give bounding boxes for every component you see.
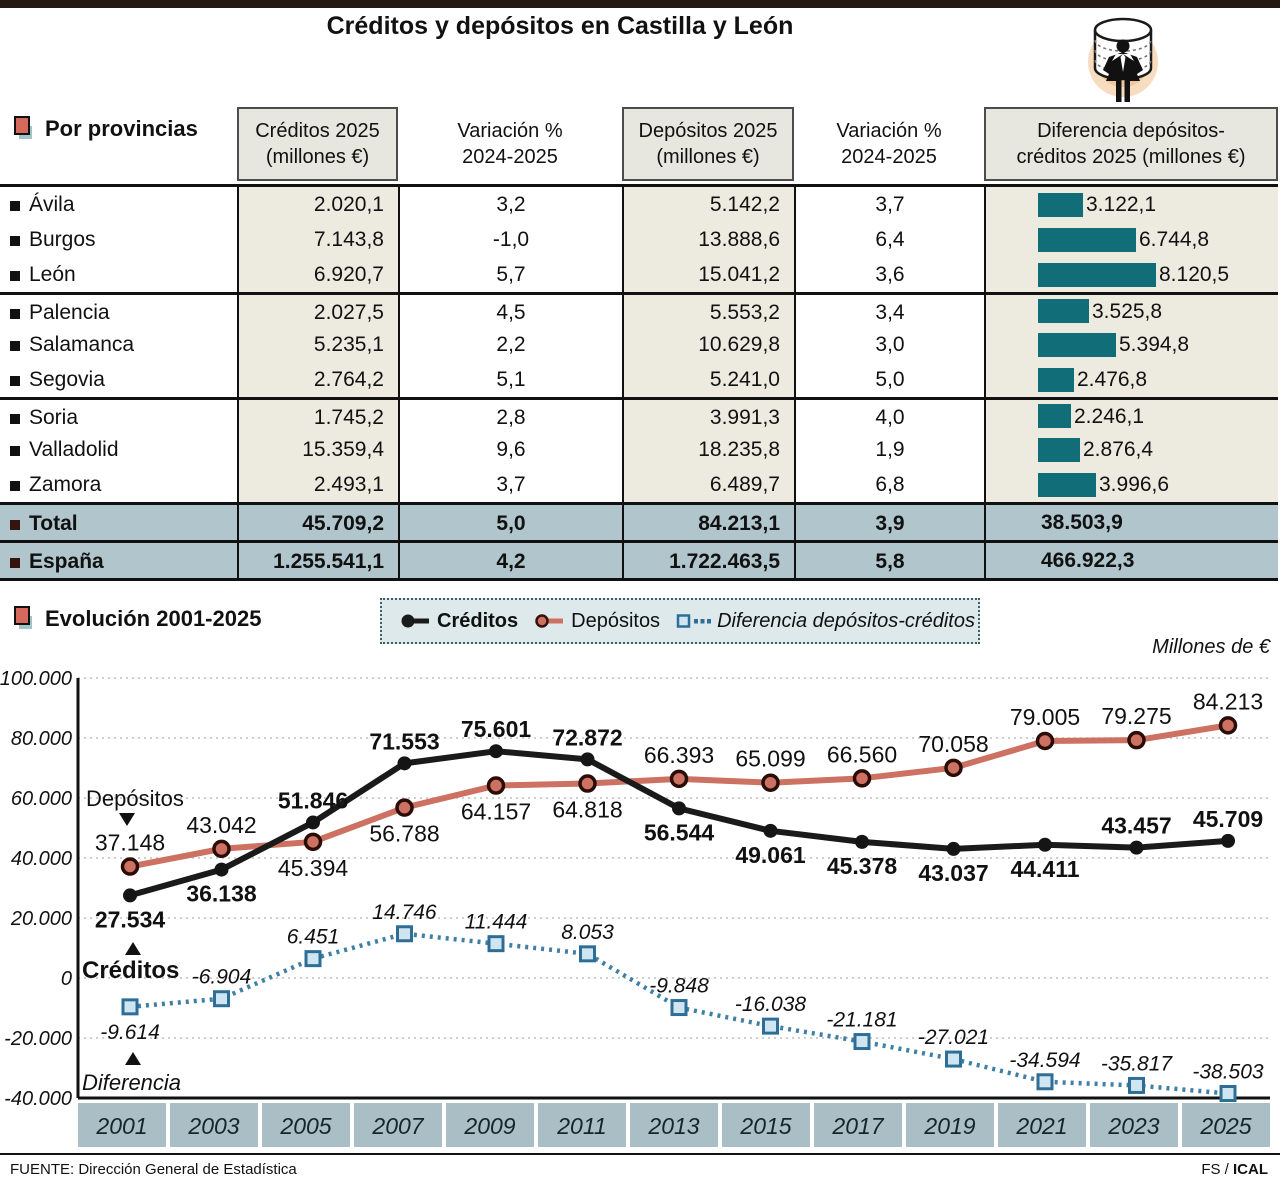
variacion-depositos-value: 6,4 — [794, 222, 984, 257]
row-bullet-icon — [10, 481, 20, 491]
diferencia-bar — [1038, 438, 1080, 462]
marker-diferencia — [672, 1001, 686, 1015]
legend-label-diferencia: Diferencia depósitos-créditos — [717, 609, 975, 632]
data-label: -27.021 — [917, 1026, 990, 1050]
data-label: 45.394 — [277, 854, 349, 881]
data-label: 27.534 — [94, 906, 166, 933]
depositos-value: 5.553,2 — [622, 292, 794, 327]
marker-depositos — [306, 834, 321, 849]
data-label: 70.058 — [918, 730, 989, 757]
x-tick-label: 2009 — [464, 1113, 516, 1139]
data-label: 79.275 — [1101, 703, 1172, 730]
row-label-Salamanca: Salamanca — [0, 327, 237, 362]
footer-divider — [0, 1153, 1280, 1155]
diferencia-value: 466.922,3 — [984, 540, 1278, 578]
creditos-value: 2.764,2 — [237, 362, 398, 397]
x-tick-label: 2003 — [188, 1113, 240, 1139]
data-label: 11.444 — [464, 910, 528, 934]
y-tick-label: -20.000 — [4, 1028, 72, 1050]
data-label: 51.846 — [277, 787, 349, 814]
data-label: -38.503 — [1192, 1060, 1264, 1084]
creditos-value: 45.709,2 — [237, 502, 398, 540]
diferencia-value: 2.246,1 — [984, 397, 1278, 432]
data-label: 64.818 — [552, 796, 623, 823]
evolution-section-title: Evolución 2001-2025 — [45, 606, 262, 631]
marker-creditos — [123, 888, 137, 902]
diferencia-bar — [1038, 299, 1089, 323]
data-label: -21.181 — [826, 1008, 898, 1032]
depositos-value: 13.888,6 — [622, 222, 794, 257]
marker-diferencia — [215, 992, 229, 1006]
marker-creditos — [1130, 841, 1144, 855]
variacion-creditos-value: 2,8 — [398, 397, 622, 432]
variacion-depositos-value: 5,0 — [794, 362, 984, 397]
variacion-creditos-value: 2,2 — [398, 327, 622, 362]
data-label: 79.005 — [1009, 703, 1081, 730]
data-label: 72.872 — [552, 724, 623, 751]
marker-creditos — [398, 756, 412, 770]
header-diferencia-line1: Diferencia depósitos- — [1037, 119, 1225, 142]
marker-diferencia — [581, 947, 595, 961]
variacion-depositos-value: 3,4 — [794, 292, 984, 327]
legend-item-diferencia — [676, 610, 975, 633]
evolution-section-header — [14, 606, 261, 632]
data-label: 56.544 — [643, 819, 715, 846]
marker-depositos — [489, 778, 504, 793]
variacion-depositos-value: 1,9 — [794, 432, 984, 467]
variacion-depositos-value: 4,0 — [794, 397, 984, 432]
variacion-depositos-value: 6,8 — [794, 467, 984, 502]
row-label-Total: Total — [0, 502, 237, 540]
data-label: 65.099 — [735, 745, 806, 772]
header-creditos-line2: (millones €) — [265, 146, 370, 168]
depositos-value: 15.041,2 — [622, 257, 794, 292]
marker-diferencia — [947, 1052, 961, 1066]
x-tick-label: 2015 — [740, 1113, 792, 1139]
y-tick-label: -40.000 — [4, 1088, 72, 1110]
creditos-value: 1.745,2 — [237, 397, 398, 432]
marker-diferencia — [1221, 1087, 1235, 1101]
header-depositos-line1: Depósitos 2025 — [638, 119, 778, 142]
diferencia-value: 5.394,8 — [984, 327, 1278, 362]
variacion-depositos-value: 3,0 — [794, 327, 984, 362]
marker-diferencia — [764, 1019, 778, 1033]
diferencia-value: 2.476,8 — [984, 362, 1278, 397]
marker-depositos — [946, 760, 961, 775]
creditos-value: 7.143,8 — [237, 222, 398, 257]
marker-diferencia — [123, 1000, 137, 1014]
y-tick-label: 80.000 — [10, 728, 72, 750]
header-depositos — [622, 107, 794, 181]
data-label: -9.848 — [649, 974, 709, 998]
header-var2-line2: 2024-2025 — [841, 146, 937, 168]
section-bullet-icon — [14, 606, 36, 632]
row-label-Burgos: Burgos — [0, 222, 237, 257]
data-label: 43.042 — [186, 811, 257, 838]
diferencia-bar — [1038, 473, 1096, 497]
arrow-down-icon — [119, 813, 135, 826]
header-creditos-line1: Créditos 2025 — [255, 119, 380, 142]
provinces-table — [0, 184, 1278, 581]
depositos-value: 84.213,1 — [622, 502, 794, 540]
section-bullet-icon — [14, 116, 36, 142]
data-label: 44.411 — [1010, 855, 1080, 882]
data-label: -9.614 — [100, 1020, 160, 1044]
x-tick-label: 2019 — [924, 1113, 976, 1139]
creditos-value: 2.493,1 — [237, 467, 398, 502]
marker-creditos — [306, 815, 320, 829]
diferencia-bar — [1038, 193, 1083, 217]
header-variacion-depositos — [794, 107, 984, 181]
depositos-marker-icon — [534, 613, 566, 629]
source-note: FUENTE: Dirección General de Estadística — [10, 1161, 297, 1178]
provinces-section-header — [14, 116, 198, 142]
marker-diferencia — [1130, 1078, 1144, 1092]
marker-depositos — [672, 771, 687, 786]
depositos-value: 3.991,3 — [622, 397, 794, 432]
legend-label-depositos: Depósitos — [571, 609, 661, 632]
variacion-creditos-value: 3,2 — [398, 187, 622, 222]
data-label: -6.904 — [191, 965, 252, 989]
x-tick-label: 2021 — [1016, 1113, 1068, 1139]
depositos-value: 6.489,7 — [622, 467, 794, 502]
data-label: -16.038 — [734, 993, 807, 1017]
header-creditos — [237, 107, 398, 181]
data-label: 14.746 — [372, 900, 437, 924]
data-label: 66.393 — [643, 741, 715, 768]
marker-creditos — [672, 801, 686, 815]
diferencia-value: 38.503,9 — [984, 502, 1278, 540]
row-label-León: León — [0, 257, 237, 292]
variacion-creditos-value: 9,6 — [398, 432, 622, 467]
header-diferencia — [984, 107, 1278, 181]
marker-creditos — [1221, 834, 1235, 848]
y-tick-label: 20.000 — [10, 908, 72, 930]
variacion-depositos-value: 5,8 — [794, 540, 984, 578]
depositos-value: 5.142,2 — [622, 187, 794, 222]
data-label: 6.451 — [286, 925, 340, 949]
diferencia-value: 8.120,5 — [984, 257, 1278, 292]
marker-depositos — [1038, 733, 1053, 748]
data-label: 56.788 — [369, 820, 440, 847]
creditos-value: 2.027,5 — [237, 292, 398, 327]
data-label: 75.601 — [460, 716, 532, 743]
credit-ical: ICAL — [1233, 1161, 1268, 1178]
coins-man-logo — [1078, 8, 1168, 106]
row-bullet-icon — [10, 520, 20, 530]
row-label-Segovia: Segovia — [0, 362, 237, 397]
variacion-depositos-value: 3,9 — [794, 502, 984, 540]
arrow-up-icon — [125, 942, 141, 955]
row-bullet-icon — [10, 414, 20, 424]
diferencia-value: 3.525,8 — [984, 292, 1278, 327]
chart-unit-label: Millones de € — [1152, 636, 1270, 658]
marker-depositos — [855, 771, 870, 786]
marker-creditos — [581, 752, 595, 766]
creditos-value: 6.920,7 — [237, 257, 398, 292]
row-bullet-icon — [10, 376, 20, 386]
diferencia-bar — [1038, 368, 1074, 392]
annotation-creditos: Créditos — [82, 957, 180, 984]
diferencia-value: 6.744,8 — [984, 222, 1278, 257]
x-tick-label: 2001 — [96, 1113, 148, 1139]
data-label: 45.709 — [1192, 805, 1264, 832]
row-bullet-icon — [10, 309, 20, 319]
agency-credit — [1201, 1161, 1268, 1178]
diferencia-value: 3.122,1 — [984, 187, 1278, 222]
variacion-creditos-value: 5,0 — [398, 502, 622, 540]
header-variacion-creditos — [398, 107, 622, 181]
row-label-Soria: Soria — [0, 397, 237, 432]
data-label: 45.378 — [826, 852, 898, 879]
x-tick-label: 2005 — [280, 1113, 332, 1139]
header-diferencia-line2: créditos 2025 (millones €) — [1016, 146, 1246, 168]
row-label-Palencia: Palencia — [0, 292, 237, 327]
marker-depositos — [1221, 718, 1236, 733]
legend-item-creditos — [400, 610, 518, 633]
diferencia-value: 3.996,6 — [984, 467, 1278, 502]
x-tick-label: 2013 — [648, 1113, 700, 1139]
data-label: 37.148 — [94, 829, 166, 856]
row-bullet-icon — [10, 236, 20, 246]
creditos-marker-icon — [400, 613, 432, 629]
creditos-value: 5.235,1 — [237, 327, 398, 362]
provinces-section-title: Por provincias — [45, 116, 198, 141]
marker-depositos — [397, 800, 412, 815]
data-label: 43.037 — [918, 859, 989, 886]
diferencia-marker-icon — [676, 613, 712, 629]
marker-depositos — [214, 841, 229, 856]
header-depositos-line2: (millones €) — [656, 146, 760, 168]
variacion-depositos-value: 3,7 — [794, 187, 984, 222]
page-title: Créditos y depósitos en Castilla y León — [326, 12, 794, 40]
data-label: 36.138 — [186, 880, 257, 907]
marker-creditos — [215, 863, 229, 877]
variacion-creditos-value: 5,1 — [398, 362, 622, 397]
data-label: 8.053 — [561, 920, 614, 944]
row-bullet-icon — [10, 201, 20, 211]
header-var2-line1: Variación % — [836, 119, 942, 142]
x-tick-label: 2025 — [1200, 1113, 1252, 1139]
row-bullet-icon — [10, 271, 20, 281]
marker-diferencia — [306, 952, 320, 966]
x-tick-label: 2023 — [1108, 1113, 1160, 1139]
row-bullet-icon — [10, 446, 20, 456]
data-label: 64.157 — [460, 798, 532, 825]
variacion-creditos-value: 3,7 — [398, 467, 622, 502]
variacion-depositos-value: 3,6 — [794, 257, 984, 292]
data-label: -35.817 — [1100, 1052, 1173, 1076]
variacion-creditos-value: -1,0 — [398, 222, 622, 257]
header-var1-line1: Variación % — [457, 119, 563, 142]
data-label: -34.594 — [1009, 1048, 1081, 1072]
depositos-value: 5.241,0 — [622, 362, 794, 397]
marker-creditos — [764, 824, 778, 838]
diferencia-bar — [1038, 404, 1071, 428]
depositos-value: 1.722.463,5 — [622, 540, 794, 578]
creditos-value: 2.020,1 — [237, 187, 398, 222]
variacion-creditos-value: 4,5 — [398, 292, 622, 327]
marker-depositos — [123, 859, 138, 874]
marker-creditos — [855, 835, 869, 849]
marker-diferencia — [1038, 1075, 1052, 1089]
creditos-value: 15.359,4 — [237, 432, 398, 467]
row-label-España: España — [0, 540, 237, 578]
diferencia-bar — [1038, 263, 1156, 287]
annotation-diferencia: Diferencia — [82, 1070, 182, 1095]
depositos-value: 10.629,8 — [622, 327, 794, 362]
variacion-creditos-value: 5,7 — [398, 257, 622, 292]
data-label: 71.553 — [369, 728, 440, 755]
row-label-Ávila: Ávila — [0, 187, 237, 222]
marker-diferencia — [398, 927, 412, 941]
x-tick-label: 2017 — [832, 1113, 884, 1139]
diferencia-bar — [1038, 228, 1136, 252]
data-label: 84.213 — [1192, 688, 1264, 715]
row-bullet-icon — [10, 558, 20, 568]
diferencia-bar — [1038, 333, 1116, 357]
marker-depositos — [580, 776, 595, 791]
y-tick-label: 0 — [60, 968, 72, 990]
annotation-depositos: Depósitos — [86, 786, 184, 811]
top-bar — [0, 0, 1280, 8]
evolution-line-chart — [0, 660, 1280, 1152]
y-tick-label: 100.000 — [0, 668, 72, 690]
variacion-creditos-value: 4,2 — [398, 540, 622, 578]
credit-prefix: FS / — [1201, 1161, 1233, 1178]
creditos-value: 1.255.541,1 — [237, 540, 398, 578]
x-tick-label: 2007 — [372, 1113, 424, 1139]
legend-label-creditos: Créditos — [437, 609, 519, 632]
marker-creditos — [489, 744, 503, 758]
row-label-Valladolid: Valladolid — [0, 432, 237, 467]
y-tick-label: 40.000 — [10, 848, 72, 870]
marker-diferencia — [489, 937, 503, 951]
marker-diferencia — [855, 1035, 869, 1049]
arrow-up-icon — [125, 1052, 141, 1065]
data-label: 66.560 — [826, 741, 898, 768]
header-var1-line2: 2024-2025 — [462, 146, 558, 168]
marker-depositos — [763, 775, 778, 790]
marker-creditos — [947, 842, 961, 856]
chart-legend — [380, 598, 980, 644]
diferencia-value: 2.876,4 — [984, 432, 1278, 467]
marker-creditos — [1038, 838, 1052, 852]
y-tick-label: 60.000 — [10, 788, 72, 810]
data-label: 43.457 — [1101, 812, 1172, 839]
data-label: 49.061 — [735, 841, 806, 868]
depositos-value: 18.235,8 — [622, 432, 794, 467]
legend-item-depositos — [534, 610, 660, 633]
row-label-Zamora: Zamora — [0, 467, 237, 502]
row-bullet-icon — [10, 341, 20, 351]
x-tick-label: 2011 — [557, 1113, 607, 1139]
marker-depositos — [1129, 733, 1144, 748]
